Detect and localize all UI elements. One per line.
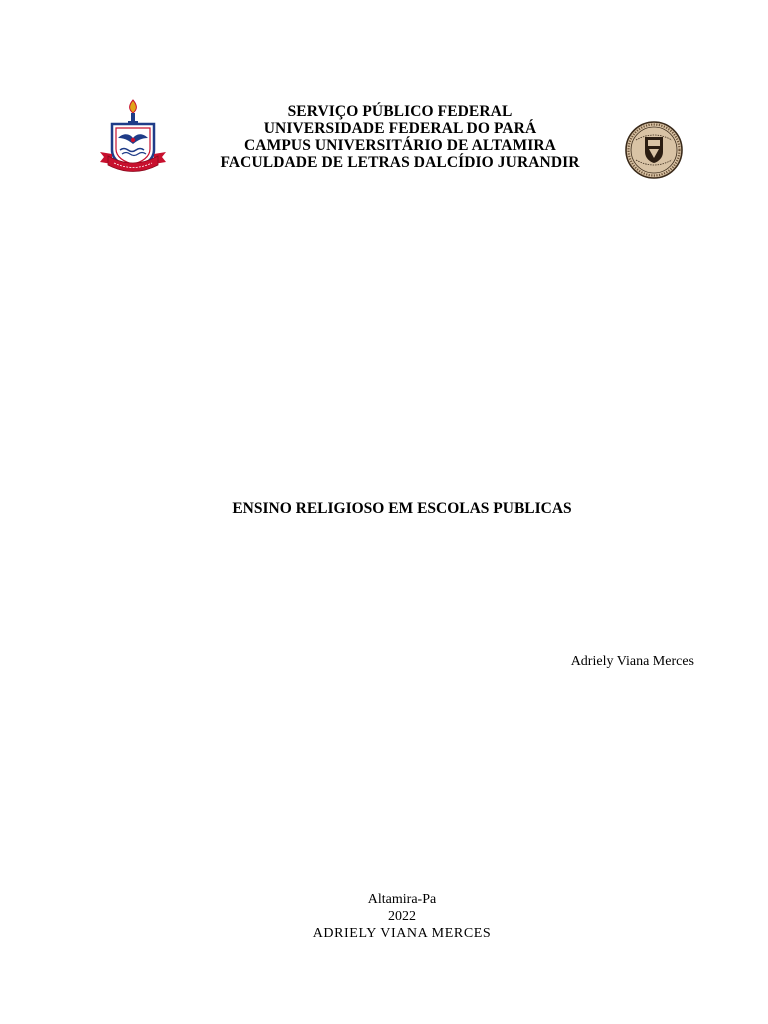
institution-header	[190, 103, 610, 171]
author-name: Adriely Viana Merces	[570, 654, 694, 669]
footer-year: 2022	[388, 909, 416, 924]
document-footer	[0, 891, 768, 942]
header-line-faculty: FACULDADE DE LETRAS DALCÍDIO JURANDIR	[220, 154, 580, 171]
ufpa-coat-of-arms-icon	[98, 98, 168, 174]
header-line-university: UNIVERSIDADE FEDERAL DO PARÁ	[263, 120, 537, 137]
footer-author-name: ADRIELY VIANA MERCES	[312, 926, 492, 941]
faculty-seal-icon	[624, 120, 684, 180]
footer-city: Altamira-Pa	[367, 892, 437, 907]
header-line-campus: CAMPUS UNIVERSITÁRIO DE ALTAMIRA	[244, 137, 556, 154]
document-title: ENSINO RELIGIOSO EM ESCOLAS PUBLICAS	[232, 500, 572, 517]
header-line-service: SERVIÇO PÚBLICO FEDERAL	[287, 103, 513, 120]
